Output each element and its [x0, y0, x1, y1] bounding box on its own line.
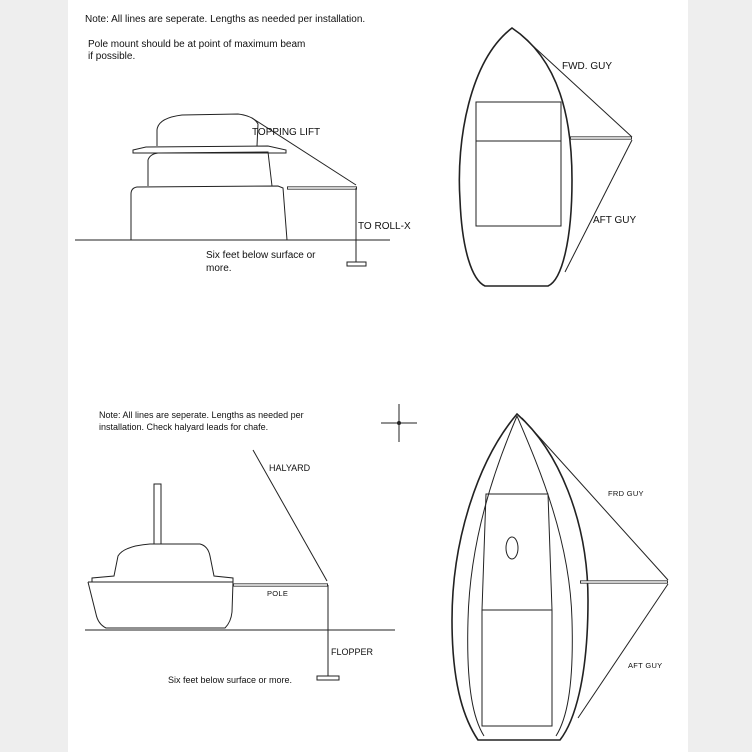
to-roll-x-label: TO ROLL-X [358, 221, 411, 232]
hull-outline [452, 414, 588, 740]
depth-note-line1: Six feet below surface or [206, 250, 316, 261]
fwd-guy-label: FWD. GUY [562, 61, 612, 72]
bottom-plan-view [452, 414, 668, 740]
fwd-guy-line [520, 34, 632, 137]
aft-guy-line [565, 140, 632, 272]
lower-cabin [148, 152, 272, 186]
mast [154, 484, 161, 544]
cabin [92, 544, 233, 582]
deckhouse [476, 102, 561, 226]
flopper-label: FLOPPER [331, 647, 374, 657]
bottom-depth-note: Six feet below surface or more. [168, 675, 293, 685]
frd-guy-label: FRD GUY [608, 489, 644, 498]
depth-note-line2: more. [206, 263, 232, 274]
halyard-label: HALYARD [269, 463, 311, 473]
topping-lift-label: TOPPING LIFT [252, 127, 321, 138]
pole-mount-note-line2: if possible. [88, 51, 136, 62]
mast-hatch [506, 537, 518, 559]
hull [131, 186, 287, 240]
flybridge [157, 114, 258, 146]
bottom-side-view [85, 450, 395, 680]
aft-guy-label: AFT GUY [593, 215, 637, 226]
stabilizer-weight [347, 262, 366, 266]
registration-mark [381, 404, 417, 442]
pole-mount-note-line1: Pole mount should be at point of maximum beam [88, 39, 306, 50]
bottom-note-line1: Note: All lines are seperate. Lengths as needed per [99, 410, 304, 420]
top-note: Note: All lines are seperate. Lengths as needed per installation. [85, 14, 366, 25]
hull [88, 582, 233, 628]
aft-guy-line [578, 584, 668, 718]
frd-guy-line [522, 418, 668, 580]
flopper-weight [317, 676, 339, 680]
bottom-note-line2: installation. Check halyard leads for chafe. [99, 422, 269, 432]
bottom-aft-guy-label: AFT GUY [628, 661, 663, 670]
top-side-view [75, 114, 390, 266]
pole-label: POLE [267, 589, 289, 598]
